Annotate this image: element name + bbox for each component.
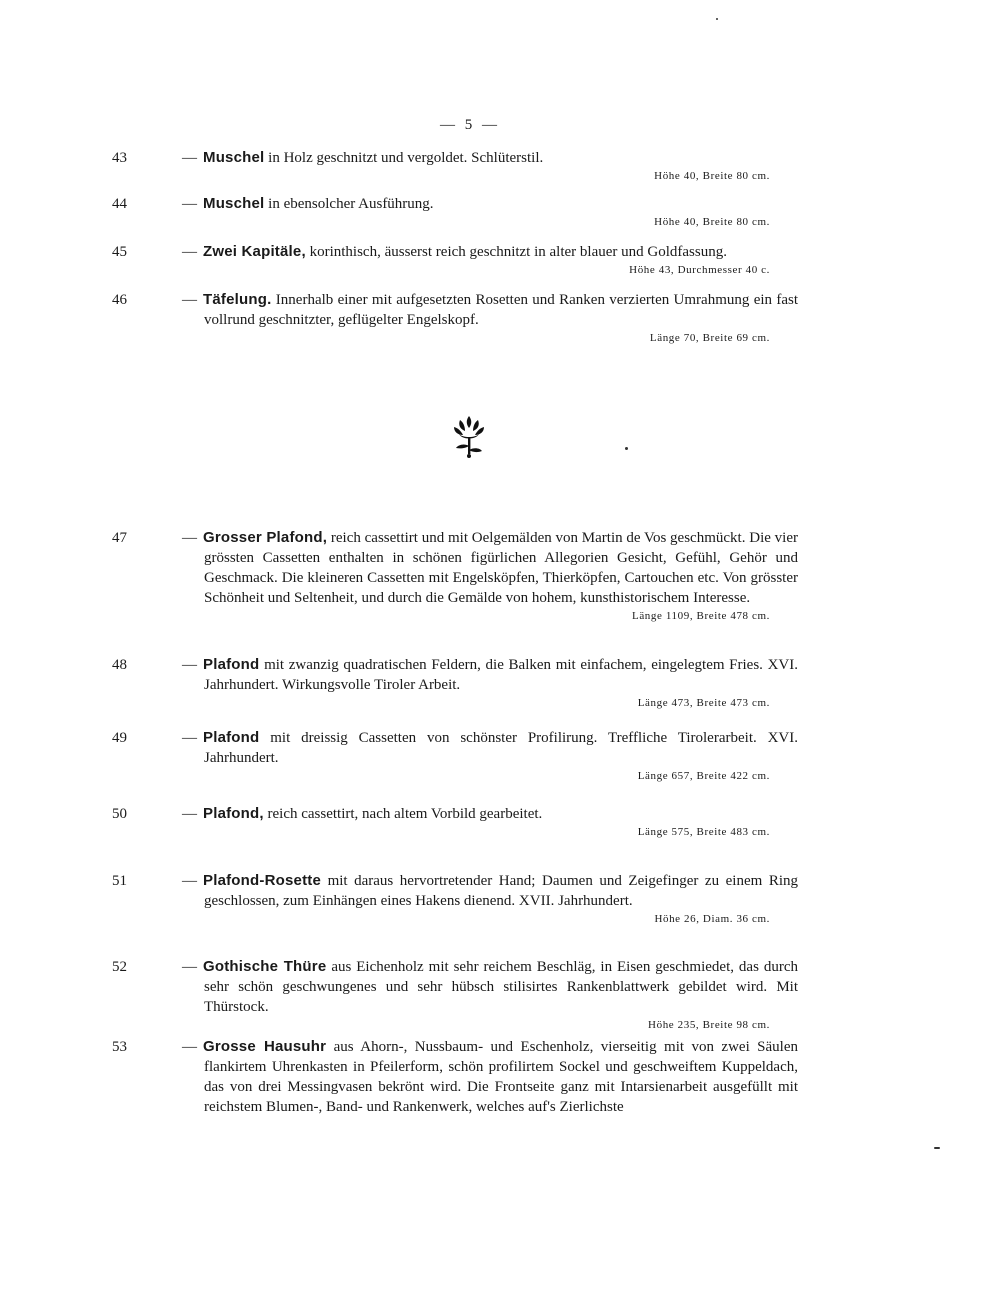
entry-number: 50 bbox=[112, 806, 127, 822]
entry-number: 51 bbox=[112, 873, 127, 889]
entry-dimensions: Länge 575, Breite 483 cm. bbox=[637, 826, 770, 838]
entry-number: 52 bbox=[112, 959, 127, 975]
entry-number: 46 bbox=[112, 292, 127, 308]
catalog-entry-45 bbox=[112, 242, 798, 278]
entry-dimensions: Höhe 43, Durchmesser 40 c. bbox=[629, 264, 770, 276]
entry-heading: Muschel bbox=[203, 149, 265, 166]
catalog-entry-52 bbox=[112, 957, 799, 1033]
catalog-entry-49 bbox=[112, 728, 798, 784]
entry-dimensions: Länge 473, Breite 473 cm. bbox=[637, 697, 770, 709]
print-speck bbox=[934, 1147, 940, 1149]
entry-heading: Gothische Thüre bbox=[203, 958, 327, 975]
catalog-entry-43 bbox=[112, 148, 798, 184]
entry-dimensions: Länge 657, Breite 422 cm. bbox=[637, 770, 770, 782]
entry-dimensions: Höhe 40, Breite 80 cm. bbox=[654, 170, 770, 182]
entry-heading: Muschel bbox=[203, 195, 265, 212]
entry-description: mit daraus hervortretender Hand; Daumen und Zeigefinger zu einem Ring geschlossen, zum Einhängen eines Hakens dienend. XVII. Jahrhundert. bbox=[204, 873, 798, 909]
print-speck bbox=[716, 18, 718, 20]
entry-body: 52 — Gothische Thüre aus Eichenholz mit sehr reichem Beschläg, in Eisen geschmiedet, das durch sehr schön geschwungenes und sehr hübsch stilisirtes Rankenblattwerk gebildet wird. Mit Thürstock. bbox=[112, 958, 799, 1015]
entry-body: 44 — Muschel in ebensolcher Ausführung. bbox=[112, 195, 434, 212]
entry-body: 53 — Grosse Hausuhr aus Ahorn-, Nussbaum- und Eschenholz, vierseitig mit von zwei Säulen flankirtem Uhrenkasten in Pfeilerform, schön profilirtem Sockel und geschweiftem Kuppeldach, das von drei Messingvasen bekrönt wird. Die Frontseite ganz mit Intarsienarbeit ausgefüllt mit reichstem Blumen-, Band- und Rankenwerk, welches auf's Zierlichste bbox=[112, 1038, 798, 1115]
entry-number: 45 bbox=[112, 244, 127, 260]
entry-dimensions: Höhe 26, Diam. 36 cm. bbox=[654, 913, 770, 925]
entry-description: in ebensolcher Ausführung. bbox=[268, 196, 434, 212]
entry-number: 48 bbox=[112, 657, 127, 673]
entry-heading: Plafond bbox=[203, 729, 260, 746]
entry-description: in Holz geschnitzt und vergoldet. Schlüterstil. bbox=[268, 150, 544, 166]
entry-number: 47 bbox=[112, 530, 127, 546]
catalog-entry-50 bbox=[112, 804, 798, 840]
entry-number: 53 bbox=[112, 1039, 127, 1055]
entry-body: 48 — Plafond mit zwanzig quadratischen Feldern, die Balken mit einfachem, eingelegtem Fries. XVI. Jahrhundert. Wirkungsvolle Tiroler Arbeit. bbox=[112, 656, 799, 693]
catalog-entry-46 bbox=[112, 290, 799, 346]
floral-ornament-icon bbox=[448, 412, 490, 460]
entry-number: 49 bbox=[112, 730, 127, 746]
entry-number: 43 bbox=[112, 150, 127, 166]
catalog-entry-53 bbox=[112, 1037, 798, 1117]
entry-body: 47 — Grosser Plafond, reich cassettirt und mit Oelgemälden von Martin de Vos geschmückt. Die vier grössten Cassetten enthalten in schönen figürlichen Allegorien Gesicht, Gefühl, Gehör und Geschmack. Die kleineren Cassetten mit Engelsköpfen, Thierköpfen, Cartouchen etc. Von grösster Schönheit und Seltenheit, und durch die Gemälde von hohem, kunsthistorischem Interesse. bbox=[112, 529, 798, 606]
entry-body: 43 — Muschel in Holz geschnitzt und vergoldet. Schlüterstil. bbox=[112, 149, 544, 166]
entry-dimensions: Länge 70, Breite 69 cm. bbox=[649, 332, 770, 344]
entry-body: 49 — Plafond mit dreissig Cassetten von schönster Profilirung. Treffliche Tirolerarbeit. XVI. Jahrhundert. bbox=[112, 729, 798, 766]
entry-dimensions: Höhe 40, Breite 80 cm. bbox=[654, 216, 770, 228]
entry-heading: Grosser Plafond, bbox=[203, 529, 328, 546]
catalog-entry-51 bbox=[112, 871, 798, 927]
entry-body: 50 — Plafond, reich cassettirt, nach altem Vorbild gearbeitet. bbox=[112, 805, 543, 822]
entry-description: reich cassettirt, nach altem Vorbild gearbeitet. bbox=[267, 806, 543, 822]
entry-description: mit dreissig Cassetten von schönster Profilirung. Treffliche Tirolerarbeit. XVI. Jahrhundert. bbox=[204, 730, 798, 766]
entry-body: 45 — Zwei Kapitäle, korinthisch, äusserst reich geschnitzt in alter blauer und Goldfassung. bbox=[112, 243, 727, 260]
entry-heading: Plafond bbox=[203, 656, 260, 673]
entry-heading: Täfelung. bbox=[203, 291, 272, 308]
entry-description: aus Ahorn-, Nussbaum- und Eschenholz, vierseitig mit von zwei Säulen flankirtem Uhrenkasten in Pfeilerform, schön profilirtem Sockel und geschweiftem Kuppeldach, das von drei Messingvasen bekrönt wird. Die Frontseite ganz mit Intarsienarbeit ausgefüllt mit reichstem Blumen-, Band- und Rankenwerk, welches auf's Zierlichste bbox=[204, 1039, 798, 1115]
entry-description: korinthisch, äusserst reich geschnitzt in alter blauer und Goldfassung. bbox=[309, 244, 727, 260]
catalog-entry-48 bbox=[112, 655, 799, 711]
entry-description: aus Eichenholz mit sehr reichem Beschläg, in Eisen geschmiedet, das durch sehr schön geschwungenes und sehr hübsch stilisirtes Rankenblattwerk gebildet wird. Mit Thürstock. bbox=[204, 959, 799, 1015]
entry-body: 51 — Plafond-Rosette mit daraus hervortretender Hand; Daumen und Zeigefinger zu einem Ring geschlossen, zum Einhängen eines Hakens dienend. XVII. Jahrhundert. bbox=[112, 872, 798, 909]
entry-number: 44 bbox=[112, 196, 127, 212]
page-number: — 5 — bbox=[440, 117, 500, 133]
entry-description: Innerhalb einer mit aufgesetzten Rosetten und Ranken verzierten Umrahmung ein fast vollrund geschnitzter, geflügelter Engelskopf. bbox=[204, 292, 799, 328]
entry-heading: Plafond, bbox=[203, 805, 264, 822]
print-speck bbox=[625, 447, 628, 450]
entry-description: mit zwanzig quadratischen Feldern, die Balken mit einfachem, eingelegtem Fries. XVI. Jahrhundert. Wirkungsvolle Tiroler Arbeit. bbox=[204, 657, 799, 693]
entry-heading: Plafond-Rosette bbox=[203, 872, 322, 889]
entry-dimensions: Höhe 235, Breite 98 cm. bbox=[648, 1019, 770, 1031]
entry-description: reich cassettirt und mit Oelgemälden von Martin de Vos geschmückt. Die vier grössten Cassetten enthalten in schönen figürlichen Allegorien Gesicht, Gefühl, Gehör und Geschmack. Die kleineren Cassetten mit Engelsköpfen, Thierköpfen, Cartouchen etc. Von grösster Schönheit und Seltenheit, und durch die Gemälde von hohem, kunsthistorischem Interesse. bbox=[204, 530, 798, 606]
catalog-entry-47 bbox=[112, 528, 798, 624]
entry-heading: Zwei Kapitäle, bbox=[203, 243, 306, 260]
catalog-entry-44 bbox=[112, 194, 798, 230]
entry-dimensions: Länge 1109, Breite 478 cm. bbox=[632, 610, 770, 622]
entry-heading: Grosse Hausuhr bbox=[203, 1038, 327, 1055]
entry-body: 46 — Täfelung. Innerhalb einer mit aufgesetzten Rosetten und Ranken verzierten Umrahmung ein fast vollrund geschnitzter, geflügelter Engelskopf. bbox=[112, 291, 799, 328]
